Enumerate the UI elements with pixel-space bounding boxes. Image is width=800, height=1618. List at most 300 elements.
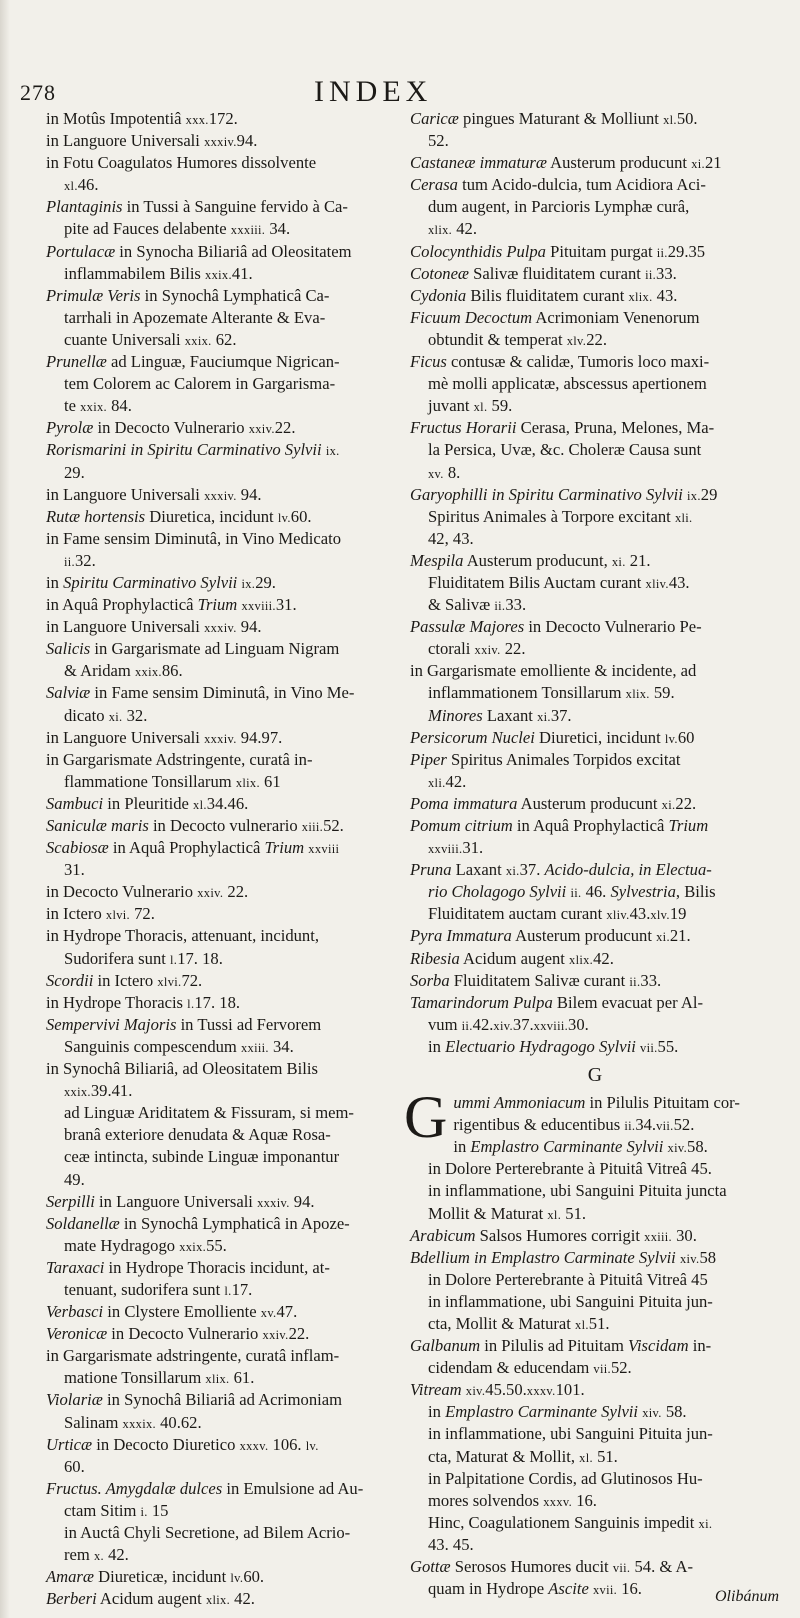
index-text: Pituitam purgat — [545, 241, 657, 261]
index-text: 43. 45. — [428, 1534, 474, 1554]
index-line — [46, 1478, 386, 1500]
index-line — [410, 793, 780, 815]
chapter-ref: vii. — [656, 1119, 674, 1134]
index-line — [46, 1456, 386, 1478]
index-line — [46, 1014, 386, 1036]
index-text: 51. — [588, 1313, 610, 1333]
index-line — [410, 1203, 780, 1225]
index-term: Cydonia — [410, 285, 467, 305]
index-line — [410, 1401, 780, 1423]
chapter-ref: xiv. — [493, 1018, 513, 1033]
index-line — [410, 174, 780, 196]
index-text: 58. — [661, 1402, 687, 1422]
index-line — [46, 241, 386, 263]
index-term: Sambuci — [46, 793, 104, 813]
index-text: ad Linguæ, Fauciumque Nigrican- — [106, 352, 340, 372]
index-text: Cerasa, Pruna, Melones, Ma- — [516, 418, 715, 438]
chapter-ref: ii. — [645, 267, 657, 282]
index-line — [46, 1500, 386, 1522]
index-text: cuante Universali — [64, 329, 185, 349]
chapter-ref: x. — [93, 1549, 104, 1564]
chapter-ref: vii. — [593, 1362, 611, 1377]
index-line — [46, 1522, 386, 1544]
index-line — [46, 682, 386, 704]
index-term: Serpilli — [46, 1191, 95, 1211]
index-term: Primulæ Veris — [46, 285, 141, 305]
chapter-ref: vii. — [612, 1561, 631, 1575]
index-text: in Hydrope Thoracis, attenuant, incidunt, — [46, 926, 319, 946]
index-text: in Motûs Impotentiâ — [46, 109, 186, 128]
chapter-ref: xl. — [473, 400, 488, 415]
index-text: 94. — [236, 617, 262, 637]
section-g-block — [404, 1084, 780, 1600]
index-text: 43. — [652, 285, 678, 305]
index-text: in Decocto Vulnerario Pe- — [524, 617, 702, 637]
index-text: 55. — [657, 1036, 679, 1056]
index-text: Fluiditatem Bilis Auctam curant — [428, 572, 646, 592]
index-text: ctam Sitim — [64, 1500, 141, 1520]
chapter-ref: xvii. — [592, 1583, 618, 1598]
index-text: 58 — [699, 1247, 717, 1267]
index-line — [46, 1213, 386, 1235]
index-text: in Tussi ad Fervorem — [176, 1014, 322, 1034]
page-number: 278 — [20, 80, 56, 105]
index-text: 94. — [236, 131, 258, 151]
index-text: in Aquâ Prophylacticâ — [46, 595, 198, 615]
chapter-ref: l. — [187, 996, 195, 1011]
index-text: 54. & A- — [630, 1557, 694, 1576]
index-term: Fructus. Amygdalæ dulces — [46, 1478, 223, 1498]
chapter-ref: xxix. — [179, 1239, 207, 1254]
index-line — [410, 1335, 780, 1357]
index-text: 60 — [677, 727, 695, 747]
index-text: 34. — [635, 1115, 657, 1135]
index-text: 34. — [268, 1036, 294, 1056]
index-text: 51. — [561, 1203, 587, 1223]
index-line — [410, 682, 780, 704]
chapter-ref: xxiii. — [644, 1229, 672, 1244]
index-line — [46, 417, 386, 439]
index-text: Bilem evacuat per Al- — [552, 992, 703, 1012]
index-text: in Decocto vulnerario — [148, 816, 302, 835]
index-line — [410, 439, 780, 461]
index-term: Pyrolæ — [46, 418, 94, 438]
index-term: Prunellæ — [46, 352, 107, 372]
index-line — [46, 1080, 386, 1102]
index-term: Colocynthidis Pulpa — [410, 241, 546, 261]
index-text: rigentibus & educentibus — [453, 1115, 625, 1135]
index-text: Sudorifera sunt — [64, 948, 170, 968]
index-term: Spiritu Carminativo Sylvii — [63, 572, 238, 592]
chapter-ref: xxiv. — [262, 1328, 289, 1343]
index-text: 42. — [472, 1014, 494, 1034]
index-term: ummi Ammoniacum — [453, 1093, 586, 1113]
index-text: in Languore Universali — [46, 484, 205, 504]
index-text: 22. — [500, 639, 526, 659]
index-line — [46, 351, 386, 373]
chapter-ref: xxviii. — [533, 1018, 569, 1033]
index-line — [410, 1556, 780, 1578]
index-text: in Decocto Vulnerario — [93, 418, 249, 438]
index-line — [46, 506, 386, 528]
index-text: 42. — [452, 219, 477, 239]
index-line — [410, 307, 780, 329]
index-text: 8. — [443, 462, 461, 482]
index-line — [46, 1058, 386, 1080]
index-term: Salicis — [46, 639, 91, 659]
index-line — [46, 285, 386, 307]
index-line — [410, 1247, 780, 1269]
index-text: 19 — [669, 904, 687, 924]
chapter-ref: xi. — [656, 930, 670, 945]
index-line — [46, 1367, 386, 1389]
right-column — [404, 108, 780, 1600]
index-line — [410, 351, 780, 373]
index-text: Serosos Humores ducit — [450, 1557, 613, 1576]
index-text: 33. — [640, 970, 662, 990]
index-text: 52. — [323, 816, 344, 835]
index-line — [410, 638, 780, 660]
index-term: Trium — [668, 816, 709, 835]
index-line — [46, 1169, 386, 1191]
index-text: in inflammatione, ubi Sanguini Pituita juncta — [428, 1181, 727, 1201]
chapter-ref: xl. — [575, 1317, 589, 1332]
chapter-ref: xi. — [505, 864, 520, 879]
chapter-ref: xlvi. — [157, 974, 182, 989]
index-line — [410, 1014, 780, 1036]
index-term: Ficus — [410, 352, 447, 372]
scan-edge-shadow — [0, 0, 10, 1618]
chapter-ref: ix. — [241, 576, 256, 591]
index-text: 32. — [74, 550, 96, 570]
index-text: Fluiditatem auctam curant — [428, 904, 607, 924]
chapter-ref: xli. — [428, 775, 446, 790]
index-text: in Languore Universali — [46, 131, 205, 151]
index-text: 21. — [669, 926, 691, 946]
index-text: Sanguinis compescendum — [64, 1036, 241, 1056]
index-line — [46, 1434, 386, 1456]
index-term: Pyra Immatura — [410, 926, 512, 946]
index-term: Ficuum Decoctum — [410, 307, 533, 327]
index-term: Violariæ — [46, 1390, 103, 1410]
index-text: 94. — [236, 484, 262, 504]
index-text: in Decocto Diuretico — [92, 1434, 240, 1454]
index-text: 40.62. — [155, 1412, 202, 1432]
index-term: Galbanum — [410, 1336, 481, 1356]
index-text: 62. — [211, 329, 237, 349]
index-line — [46, 1257, 386, 1279]
index-line — [46, 395, 386, 417]
index-line — [410, 1114, 780, 1136]
index-line — [410, 925, 780, 947]
index-text: 31. — [462, 838, 484, 858]
chapter-ref: ii. — [570, 886, 582, 901]
index-text: 55. — [206, 1235, 227, 1255]
index-text: in Emulsione ad Au- — [222, 1478, 364, 1498]
index-text: in — [428, 1036, 446, 1056]
index-text: in Synochâ Biliariâ, ad Oleositatem Bilis — [46, 1059, 318, 1079]
index-text: 106. — [268, 1434, 306, 1454]
index-text: inflammabilem Bilis — [64, 263, 206, 283]
index-text: , Bilis — [675, 882, 716, 902]
index-text: 45.50. — [485, 1380, 527, 1400]
index-text: 42. — [445, 771, 467, 791]
index-text: tem Colorem ac Calorem in Gargarisma- — [64, 374, 336, 394]
index-line — [410, 417, 780, 439]
index-line — [410, 881, 780, 903]
chapter-ref: xlvi. — [105, 908, 130, 923]
index-line — [46, 550, 386, 572]
index-line — [410, 1357, 780, 1379]
index-text: Mollit & Maturat — [428, 1203, 548, 1223]
index-text: flammatione Tonsillarum — [64, 771, 236, 791]
index-line — [410, 815, 780, 837]
chapter-ref: xiv. — [667, 1141, 688, 1156]
index-text: Hinc, Coagulationem Sanguinis impedit — [428, 1512, 699, 1532]
index-line — [410, 594, 780, 616]
catchword: Olibánum — [715, 1588, 779, 1605]
index-text: in Languore Universali — [94, 1191, 258, 1211]
chapter-ref: xi. — [108, 709, 123, 724]
index-line — [46, 727, 386, 749]
right-column-entries-top — [410, 108, 780, 1058]
index-text: in Fotu Coagulatos Humores dissolvente — [46, 153, 317, 173]
index-text: 17. — [231, 1279, 253, 1299]
index-text: 22. — [675, 793, 697, 813]
index-text: 42, 43. — [428, 528, 474, 548]
index-term: Sempervivi Majoris — [46, 1014, 177, 1034]
index-text: juvant — [428, 396, 474, 416]
index-line — [46, 903, 386, 925]
index-text: 46. — [581, 882, 611, 902]
index-line — [410, 970, 780, 992]
index-line — [410, 130, 780, 152]
index-term: Taraxaci — [46, 1257, 105, 1277]
index-text: Austerum producunt — [517, 793, 662, 813]
index-text: in Decocto Vulnerario — [46, 882, 198, 902]
index-text: in Dolore Perterebrante à Pituitâ Vitreâ 45. — [428, 1159, 712, 1179]
index-text: Austerum producunt — [546, 153, 692, 173]
index-line — [410, 218, 780, 240]
index-text: cidendam & educendam — [428, 1358, 594, 1378]
chapter-ref: xxxiv. — [204, 731, 237, 746]
index-line — [46, 660, 386, 682]
index-term: Caricæ — [410, 109, 459, 128]
index-line — [46, 1301, 386, 1323]
chapter-ref: xxxv. — [543, 1494, 573, 1509]
index-text: branâ exteriore denudata & Aquæ Rosa- — [64, 1125, 331, 1145]
index-text: in — [428, 1402, 446, 1422]
index-line — [46, 1323, 386, 1345]
chapter-ref: xv. — [260, 1306, 277, 1321]
index-term: Rorismarini in Spiritu Carminativo Sylvii — [46, 440, 322, 460]
index-line — [410, 1036, 780, 1058]
index-line — [46, 1389, 386, 1411]
index-term: Mespila — [410, 550, 464, 570]
index-text: 17. 18. — [194, 992, 241, 1012]
index-term: Pomum citrium — [410, 816, 513, 835]
index-text: cta, Maturat & Mollit, — [428, 1446, 580, 1466]
dropcap-letter: G — [404, 1084, 448, 1151]
index-line — [46, 130, 386, 152]
index-text: Diuretica, incidunt — [145, 506, 278, 526]
index-term: Ribesia — [410, 948, 460, 968]
chapter-ref: xl. — [547, 1207, 562, 1222]
index-term: Emplastro Carminante Sylvii — [470, 1137, 664, 1157]
index-text: in Pleuritide — [103, 793, 194, 813]
chapter-ref: xlv. — [566, 333, 587, 348]
index-text: tum Acido-dulcia, tum Acidiora Aci- — [457, 175, 706, 195]
chapter-ref: vii. — [640, 1040, 658, 1055]
index-text: 34.46. — [206, 793, 249, 813]
index-term: Passulæ Majores — [410, 617, 525, 637]
index-line — [46, 638, 386, 660]
index-line — [410, 948, 780, 970]
index-line — [410, 705, 780, 727]
index-text: 16. — [572, 1490, 597, 1510]
running-head: INDEX — [314, 75, 433, 108]
index-text: 17. 18. — [177, 948, 223, 968]
index-text: in Synocha Biliariâ ad Oleositatem — [115, 241, 352, 261]
index-text: mores solvendos — [428, 1490, 544, 1510]
chapter-ref: ii. — [629, 974, 641, 989]
index-line — [46, 528, 386, 550]
index-text: cta, Mollit & Maturat — [428, 1313, 576, 1333]
index-term: Minores — [428, 705, 483, 725]
index-term: Pruna — [410, 860, 452, 880]
index-text: in Gargarismate adstringente, curatâ inflam- — [46, 1346, 340, 1366]
index-text: 42. — [103, 1545, 129, 1565]
index-line — [410, 1158, 780, 1180]
index-line — [46, 992, 386, 1014]
index-text: 72. — [129, 904, 155, 924]
index-text: & Salivæ — [428, 595, 495, 615]
chapter-ref: ii. — [624, 1119, 636, 1134]
index-text: 39.41. — [90, 1081, 133, 1101]
chapter-ref: ix. — [325, 444, 340, 459]
index-text: obtundit & temperat — [428, 329, 567, 349]
index-text: in Tussi à Sanguine fervido à Ca- — [122, 197, 348, 217]
index-text: la Persica, Uvæ, &c. Choleræ Causa sunt — [428, 440, 702, 460]
chapter-ref: xi. — [698, 1516, 713, 1531]
index-text: 47. — [276, 1302, 298, 1322]
index-line — [410, 771, 780, 793]
right-column-entries-bottom — [410, 1092, 780, 1600]
index-text: 32. — [122, 705, 148, 725]
index-line — [46, 1102, 386, 1124]
index-line — [46, 108, 386, 130]
chapter-ref: ii. — [494, 599, 506, 614]
index-term: Sorba — [410, 970, 450, 990]
index-line — [410, 395, 780, 417]
index-line — [46, 373, 386, 395]
index-line — [46, 594, 386, 616]
index-line — [410, 263, 780, 285]
index-line — [46, 837, 386, 859]
chapter-ref: xl. — [193, 797, 207, 812]
chapter-ref: ii. — [64, 554, 75, 569]
chapter-ref: xxxiv. — [204, 488, 237, 503]
index-text: inflammationem Tonsillarum — [428, 683, 626, 703]
index-line — [410, 196, 780, 218]
index-term: Saniculæ maris — [46, 816, 149, 835]
index-line — [46, 218, 386, 240]
index-text: in Synochâ Biliariâ ad Acrimoniam — [102, 1390, 343, 1410]
index-text: Bilis fluiditatem curant — [466, 285, 629, 305]
index-text: 16. — [617, 1579, 642, 1599]
index-line — [410, 660, 780, 682]
index-term: Castaneæ immaturæ — [410, 153, 547, 173]
index-line — [410, 241, 780, 263]
index-text: 51. — [592, 1446, 618, 1466]
index-text: 59. — [649, 683, 675, 703]
index-term: Viscidam — [628, 1336, 689, 1356]
chapter-ref: xliv. — [645, 576, 669, 591]
index-term: Rutæ hortensis — [46, 506, 146, 526]
index-text: dicato — [64, 705, 109, 725]
index-text: matione Tonsillarum — [64, 1368, 206, 1388]
chapter-ref: xiv. — [465, 1384, 486, 1399]
index-text: in — [453, 1137, 471, 1157]
index-text: Acidum augent — [96, 1589, 206, 1609]
index-text: Salsos Humores corrigit — [475, 1225, 645, 1245]
index-text: in Fame sensim Diminutâ, in Vino Medicato — [46, 528, 342, 548]
index-line — [46, 174, 386, 196]
index-text: in inflammatione, ubi Sanguini Pituita jun- — [428, 1291, 713, 1311]
index-line — [410, 616, 780, 638]
index-term: Poma immatura — [410, 793, 518, 813]
index-text: 94.97. — [236, 727, 283, 747]
index-text: dum augent, in Parcioris Lymphæ curâ, — [428, 197, 690, 217]
index-text: te — [64, 396, 81, 416]
index-line — [46, 749, 386, 771]
index-line — [410, 903, 780, 925]
index-term: Trium — [197, 595, 238, 615]
index-text: in Auctâ Chyli Secretione, ad Bilem Acrio- — [64, 1523, 351, 1542]
index-line — [410, 1446, 780, 1468]
index-text: 30. — [568, 1014, 589, 1034]
index-text: 29. — [255, 572, 276, 592]
index-text: 58. — [687, 1137, 708, 1157]
index-text: 46. — [77, 175, 99, 195]
index-text: 94. — [289, 1191, 315, 1211]
index-term: Sylvestria — [610, 882, 676, 902]
index-term: Salviæ — [46, 683, 91, 703]
index-term: Berberi — [46, 1589, 97, 1609]
chapter-ref: xlix. — [205, 1372, 230, 1387]
index-term: Soldanellæ — [46, 1213, 120, 1233]
index-term: Fructus Horarii — [410, 418, 517, 438]
index-text: Austerum producunt — [511, 926, 657, 946]
chapter-ref: xlix. — [625, 687, 650, 702]
index-line — [46, 329, 386, 351]
index-line — [46, 815, 386, 837]
index-line — [46, 705, 386, 727]
index-line — [410, 373, 780, 395]
index-line — [410, 1136, 780, 1158]
index-line — [410, 1269, 780, 1291]
index-text: ad Linguæ Ariditatem & Fissuram, si mem- — [64, 1103, 354, 1123]
chapter-ref: xxiii. — [240, 1040, 269, 1055]
index-term: Persicorum Nuclei — [410, 727, 535, 747]
chapter-ref: xxviii — [308, 842, 340, 857]
index-line — [46, 152, 386, 174]
index-text: Salivæ fluiditatem curant — [469, 263, 646, 283]
chapter-ref: ii. — [656, 245, 668, 260]
index-term: Scordii — [46, 970, 94, 990]
index-term: Veronicæ — [46, 1324, 108, 1344]
index-term: Cotoneæ — [410, 263, 470, 283]
